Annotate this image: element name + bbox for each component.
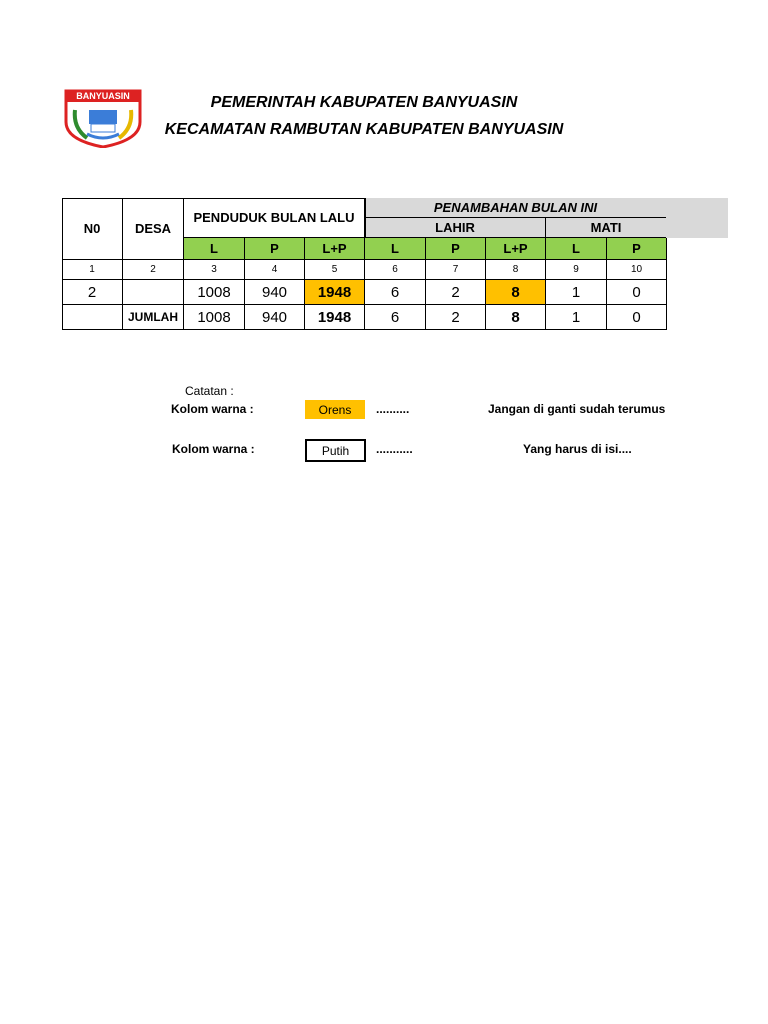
kolom-warna-label-1: Kolom warna : [171, 402, 254, 416]
white-swatch: Putih [305, 439, 366, 462]
col-number: 1 [62, 260, 123, 280]
row1-no[interactable]: 2 [62, 280, 123, 305]
total-penduduk-p: 940 [245, 305, 305, 330]
row1-lahir-p[interactable]: 2 [426, 280, 486, 305]
row1-mati-l[interactable]: 1 [546, 280, 607, 305]
total-lahir-lp: 8 [486, 305, 546, 330]
row1-penduduk-p[interactable]: 940 [245, 280, 305, 305]
logo-text: BANYUASIN [76, 91, 130, 101]
row1-lahir-lp: 8 [486, 280, 546, 305]
total-label: JUMLAH [123, 305, 184, 330]
sub-header: P [426, 238, 486, 260]
sub-header: L [184, 238, 245, 260]
note-desc-1: Jangan di ganti sudah terumus [488, 402, 666, 416]
sub-header: L+P [486, 238, 546, 260]
dots-1: .......... [376, 402, 410, 416]
col-number: 6 [365, 260, 426, 280]
header-line1: PEMERINTAH KABUPATEN BANYUASIN [210, 94, 518, 111]
col-header-no: N0 [62, 198, 123, 260]
total-no [62, 305, 123, 330]
col-number: 8 [486, 260, 546, 280]
row1-penduduk-l[interactable]: 1008 [184, 280, 245, 305]
catatan-label: Catatan : [185, 384, 234, 398]
col-number: 9 [546, 260, 607, 280]
col-number: 4 [245, 260, 305, 280]
total-penduduk-l: 1008 [184, 305, 245, 330]
total-mati-p: 0 [607, 305, 667, 330]
col-header-desa: DESA [123, 198, 184, 260]
total-penduduk-lp: 1948 [305, 305, 365, 330]
row1-lahir-l[interactable]: 6 [365, 280, 426, 305]
col-number: 3 [184, 260, 245, 280]
header-line2: KECAMATAN RAMBUTAN KABUPATEN BANYUASIN [164, 121, 564, 138]
col-header-penambahan [365, 198, 666, 218]
col-number: 7 [426, 260, 486, 280]
col-number: 5 [305, 260, 365, 280]
sub-header: P [245, 238, 305, 260]
row1-desa[interactable] [123, 280, 184, 305]
total-lahir-l: 6 [365, 305, 426, 330]
sub-header: P [607, 238, 667, 260]
col-number: 10 [607, 260, 667, 280]
sub-header: L [546, 238, 607, 260]
col-header-lahir: LAHIR [365, 218, 546, 238]
note-desc-2: Yang harus di isi.... [523, 442, 632, 456]
dots-2: ........... [376, 442, 413, 456]
row1-mati-p[interactable]: 0 [607, 280, 667, 305]
col-header-penduduk: PENDUDUK BULAN LALU [184, 198, 365, 238]
row1-penduduk-lp: 1948 [305, 280, 365, 305]
total-mati-l: 1 [546, 305, 607, 330]
sub-header: L [365, 238, 426, 260]
orange-swatch: Orens [305, 400, 365, 419]
sub-header: L+P [305, 238, 365, 260]
penambahan-label: PENAMBAHAN BULAN INI [433, 200, 598, 215]
col-number: 2 [123, 260, 184, 280]
col-header-mati: MATI [546, 218, 666, 238]
total-lahir-p: 2 [426, 305, 486, 330]
kolom-warna-label-2: Kolom warna : [172, 442, 255, 456]
